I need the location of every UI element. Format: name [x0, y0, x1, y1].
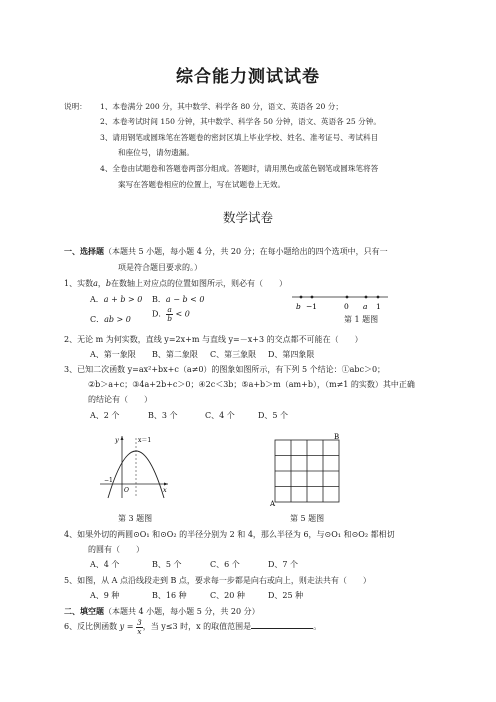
q2-option-a: A、第一象限	[90, 350, 136, 359]
q1-option-d-rel: < 0	[175, 309, 190, 319]
graph-x-label: x	[163, 486, 167, 494]
q1-frac-num: a	[167, 305, 172, 314]
q1-option-a-label: A．	[90, 295, 104, 304]
grid-lines	[275, 440, 339, 502]
q5-option-c: C、20 种	[210, 591, 245, 600]
point-one	[377, 296, 380, 299]
q1-option-b-expr: a − b < 0	[165, 295, 205, 304]
point-neg1	[311, 296, 314, 299]
q5-option-b: B、16 种	[152, 591, 187, 600]
q6-middle: ，当 y≤3 时，x 的取值范围是	[142, 622, 252, 631]
y-axis-arrow	[121, 436, 124, 440]
label-one: 1	[376, 302, 381, 311]
note-2: 2、本卷考试时间 150 分钟，其中数学、科学各 50 分钟，语文、英语各 25 分钟。	[100, 117, 381, 126]
q4-option-b: B、5 个	[152, 560, 182, 569]
q1-option-a	[90, 294, 142, 305]
section-title: 数学试卷	[222, 210, 273, 225]
section2-desc: （本题共 4 小题，每小题 5 分，共 20 分）	[104, 607, 260, 616]
note-4-cont: 案写在答题卷相应的位置上，写在试题卷上无效。	[118, 180, 286, 189]
q1-option-c-label: C．	[90, 315, 105, 324]
notes-label: 说明：	[64, 102, 87, 111]
label-zero: 0	[344, 302, 349, 311]
q6-y-equals: y =	[119, 622, 134, 631]
graph-origin-label: O	[124, 487, 129, 494]
q1-option-d	[152, 306, 190, 323]
grid-point-b: B	[334, 433, 340, 441]
q6-frac-num: 3	[136, 617, 142, 627]
q4-line-2: 的圆有（ ）	[88, 545, 144, 554]
q2-option-d: D、第四象限	[268, 350, 315, 359]
q1-option-d-label: D．	[152, 309, 167, 319]
q1-suffix: 在数轴上对应点的位置如图所示，则必有（ ）	[111, 279, 287, 288]
label-a: a	[363, 302, 368, 311]
q3-parabola-graph	[98, 432, 170, 500]
q3-option-b: B、3 个	[148, 411, 178, 420]
q4-line-1: 4、如果外切的两圆⊙O₁ 和⊙O₂ 的半径分别为 2 和 4，那么半径为 6，与⊙O₁ 和⊙O₂ 都相切	[64, 530, 395, 539]
q4-option-a: A、4 个	[90, 560, 120, 569]
q6-prefix: 6、反比例函数	[64, 622, 118, 631]
q3-line-3: 的结论有（ ）	[88, 395, 152, 404]
q6-fraction	[136, 619, 143, 636]
q1-sep: ，	[97, 279, 106, 288]
label-neg1: −1	[306, 302, 318, 311]
q1-option-d-fraction	[166, 306, 172, 323]
q1-var-b: b	[105, 279, 111, 288]
q1-frac-den: b	[167, 314, 173, 323]
q1-figure-caption: 第 1 题图	[344, 315, 379, 324]
q3-line-2: ②b＞a+c；③4a+2b+c＞0；④2c＜3b；⑤a+b＞m（am+b），（m≠1 的实数）其中正确	[88, 380, 415, 389]
q5-grid-figure	[268, 432, 348, 506]
q1-option-b-label: B．	[152, 295, 166, 304]
q1-number-line	[290, 291, 390, 313]
q6-answer-blank[interactable]	[251, 620, 313, 629]
q1-option-b	[152, 294, 204, 305]
graph-y-label: y	[115, 436, 119, 444]
q1-prefix: 1、实数	[64, 279, 94, 288]
section1-desc-cont: 项是符合题目要求的。）	[118, 263, 202, 272]
note-1: 1、本卷满分 200 分，其中数学、科学各 80 分，语文、英语各 20 分；	[100, 102, 343, 111]
q3-option-d: D、5 个	[258, 411, 289, 420]
point-zero	[346, 296, 349, 299]
q6-stem	[64, 618, 321, 636]
q2-option-c: C、第三象限	[210, 350, 257, 359]
q6-frac-den: x	[137, 626, 142, 636]
q5-option-a: A、9 种	[90, 591, 120, 600]
note-3-cont: 和座位号，请勿遗漏。	[118, 148, 194, 157]
section2-heading	[64, 606, 260, 617]
note-3: 3、请用钢笔或圆珠笔在答题卷的密封区填上毕业学校、姓名、准考证号、考试科目	[100, 133, 379, 142]
q3-option-c: C、4 个	[205, 411, 235, 420]
section2-head: 二、填空题	[64, 606, 104, 616]
graph-axis-label: x＝1	[138, 437, 152, 444]
point-a	[365, 296, 368, 299]
q3-line-1: 3、已知二次函数 y=ax²+bx+c（a≠0）的图象如图所示，有下列 5 个结论：①abc＞0；	[64, 365, 386, 374]
section1-desc: （本题共 5 小题，每小题 4 分，共 20 分；在每小题给出的四个选项中，只有一	[104, 247, 388, 256]
q1-option-a-expr: a + b > 0	[103, 295, 143, 304]
q5-option-d: D、25 种	[268, 591, 304, 600]
section1-heading	[64, 246, 388, 257]
q1-option-c	[90, 314, 131, 325]
label-b: b	[296, 302, 301, 311]
q4-option-c: C、6 个	[210, 560, 240, 569]
section1-head: 一、选择题	[64, 246, 104, 256]
q2-option-b: B、第二象限	[152, 350, 198, 359]
q1-var-a: a	[93, 279, 98, 288]
grid-point-a: A	[270, 500, 276, 506]
q5-stem: 5、如图，从 A 点沿线段走到 B 点，要求每一步都是向右或向上，则走法共有（ ）	[64, 576, 371, 585]
point-b	[300, 296, 303, 299]
q3-figure-caption: 第 3 题图	[118, 514, 153, 523]
graph-neg1-label: −1	[104, 477, 113, 484]
q3-option-a: A、2 个	[90, 411, 120, 420]
q1-stem	[64, 278, 287, 289]
page-title: 综合能力测试试卷	[176, 67, 320, 87]
q2-stem: 2、无论 m 为何实数，直线 y=2x+m 与直线 y=－x+3 的交点都不可能在（ ）	[64, 335, 363, 344]
note-4: 4、全卷由试题卷和答题卷两部分组成。答题时，请用黑色或蓝色钢笔或圆珠笔将答	[100, 164, 379, 173]
q5-figure-caption: 第 5 题图	[290, 514, 325, 523]
q4-option-d: D、7 个	[268, 560, 299, 569]
q1-option-c-expr: ab > 0	[104, 315, 131, 324]
q6-end: 。	[313, 622, 322, 631]
